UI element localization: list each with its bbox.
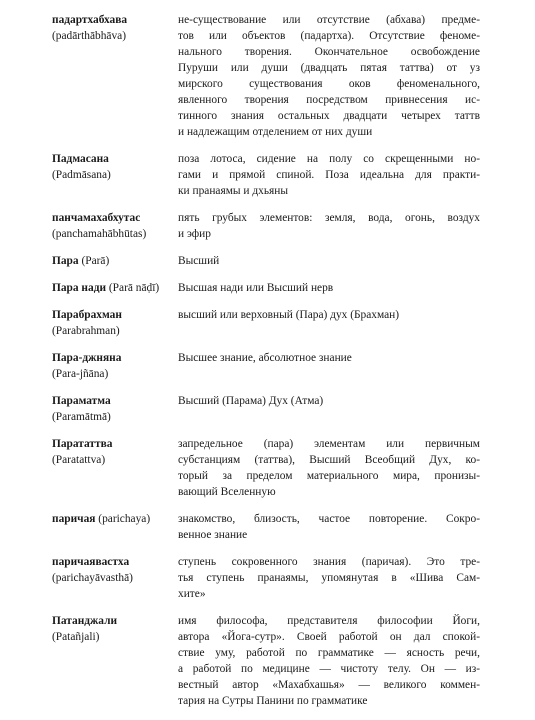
- definition-line: нального творения. Окончательное освобождение: [178, 46, 480, 58]
- term-transliteration: (Paratattva): [52, 454, 106, 466]
- term-transliteration: (Padmāsana): [52, 169, 111, 181]
- definition-line: Пуруши или души (двадцать пятая таттва) от уз: [178, 62, 480, 74]
- definition-line: тария на Сутры Панини по грамматике: [178, 695, 368, 707]
- term-name: Падмасана: [52, 153, 109, 165]
- term-column: [52, 280, 178, 296]
- term-transliteration: (Para-jñāna): [52, 368, 109, 380]
- definition-line: тья ступень пранаямы, упомянутая в «Шива Сам-: [178, 572, 480, 584]
- definition-line: субстанциям (таттва), Высший Всеобщий Дух, ко-: [178, 454, 480, 466]
- glossary-entry: [52, 436, 482, 500]
- definition-line: тов или объектов (падартха). Отсутствие феноме-: [178, 30, 480, 42]
- term-column: [52, 511, 178, 543]
- definition: [178, 210, 480, 242]
- definition: [178, 253, 480, 269]
- definition-line: знакомство, близость, частое повторение. Сокро-: [178, 513, 480, 525]
- term-name: Параматма: [52, 395, 111, 407]
- term-column: [52, 350, 178, 382]
- definition-line: венное знание: [178, 529, 248, 541]
- term-transliteration-inline: (Parā nāḍī): [106, 282, 160, 294]
- glossary-entry: [52, 307, 482, 339]
- term-name: паричая (parichaya): [52, 513, 151, 525]
- term-transliteration: (padārthābhāva): [52, 30, 126, 42]
- term-transliteration: (Paramātmā): [52, 411, 111, 423]
- definition: [178, 151, 480, 199]
- term-transliteration-inline: (parichaya): [95, 513, 151, 525]
- definition-line: ствие уму, работой по грамматике — ясность речи,: [178, 647, 480, 659]
- definition-line: и эфир: [178, 228, 211, 240]
- glossary-entry: [52, 613, 482, 709]
- definition: [178, 280, 480, 296]
- definition-line: Высший (Парама) Дух (Атма): [178, 395, 324, 407]
- term-column: [52, 436, 178, 500]
- glossary-entry: [52, 511, 482, 543]
- term-name: Парабрахман: [52, 309, 122, 321]
- glossary-entry: [52, 12, 482, 140]
- glossary-entry: [52, 210, 482, 242]
- term-name: панчамахабхутас: [52, 212, 141, 224]
- definition: [178, 613, 480, 709]
- definition-line: имя философа, представителя философии Йоги,: [178, 615, 480, 627]
- definition-line: поза лотоса, сидение на полу со скрещенными но-: [178, 153, 480, 165]
- term-column: [52, 554, 178, 602]
- glossary-entry: [52, 280, 482, 296]
- definition-line: мирского существования оков феноменального,: [178, 78, 480, 90]
- definition: [178, 554, 480, 602]
- definition-line: Высший: [178, 255, 220, 267]
- term-name: падартхабхава: [52, 14, 128, 26]
- term-column: [52, 393, 178, 425]
- glossary: [52, 12, 482, 720]
- glossary-entry: [52, 393, 482, 425]
- term-column: [52, 12, 178, 140]
- glossary-entry: [52, 350, 482, 382]
- definition-line: вающий Вселенную: [178, 486, 276, 498]
- definition-line: а работой по медицине — чистоту телу. Он — из-: [178, 663, 480, 675]
- term-name: Пара (Parā): [52, 255, 110, 267]
- term-name: Парататтва: [52, 438, 113, 450]
- definition-line: автора «Йога-сутр». Своей работой он дал спокой-: [178, 631, 480, 643]
- term-name: Пара-джняна: [52, 352, 122, 364]
- definition-line: запредельное (пара) элементам или первичным: [178, 438, 480, 450]
- glossary-entry: [52, 554, 482, 602]
- definition-line: Высшая нади или Высший нерв: [178, 282, 334, 294]
- definition-line: тинного знания остальных двадцати четырех таттв: [178, 110, 480, 122]
- definition-line: гами и прямой спиной. Поза идеальна для практи-: [178, 169, 480, 181]
- term-transliteration: (Parabrahman): [52, 325, 120, 337]
- glossary-entry: [52, 253, 482, 269]
- term-name: Патанджали: [52, 615, 118, 627]
- definition: [178, 393, 480, 425]
- term-transliteration: (Patañjali): [52, 631, 100, 643]
- term-name: паричаявастха: [52, 556, 130, 568]
- term-transliteration: (parichayāvasthā): [52, 572, 133, 584]
- definition-line: вестный автор «Махабхашья» — великого коммен-: [178, 679, 480, 691]
- term-column: [52, 253, 178, 269]
- definition-line: хите»: [178, 588, 206, 600]
- glossary-entry: [52, 151, 482, 199]
- term-column: [52, 151, 178, 199]
- definition-line: и надлежащим отделением от них души: [178, 126, 373, 138]
- definition: [178, 436, 480, 500]
- definition-line: высший или верховный (Пара) дух (Брахман): [178, 309, 400, 321]
- definition-line: Высшее знание, абсолютное знание: [178, 352, 352, 364]
- term-column: [52, 613, 178, 709]
- definition: [178, 307, 480, 339]
- definition: [178, 511, 480, 543]
- term-transliteration-inline: (Parā): [78, 255, 110, 267]
- definition: [178, 12, 480, 140]
- term-transliteration: (panchamahābhūtas): [52, 228, 147, 240]
- definition-line: пять грубых элементов: земля, вода, огонь, воздух: [178, 212, 480, 224]
- definition-line: торый за пределом материального мира, пронизы-: [178, 470, 480, 482]
- definition: [178, 350, 480, 382]
- definition-line: явленного творения посредством привнесения ис-: [178, 94, 480, 106]
- term-column: [52, 210, 178, 242]
- definition-line: не-существование или отсутствие (абхава) предме-: [178, 14, 480, 26]
- definition-line: ки пранаямы и дхьяны: [178, 185, 289, 197]
- term-name: Пара нади (Parā nāḍī): [52, 282, 160, 294]
- definition-line: ступень сокровенного знания (паричая). Это тре-: [178, 556, 480, 568]
- term-column: [52, 307, 178, 339]
